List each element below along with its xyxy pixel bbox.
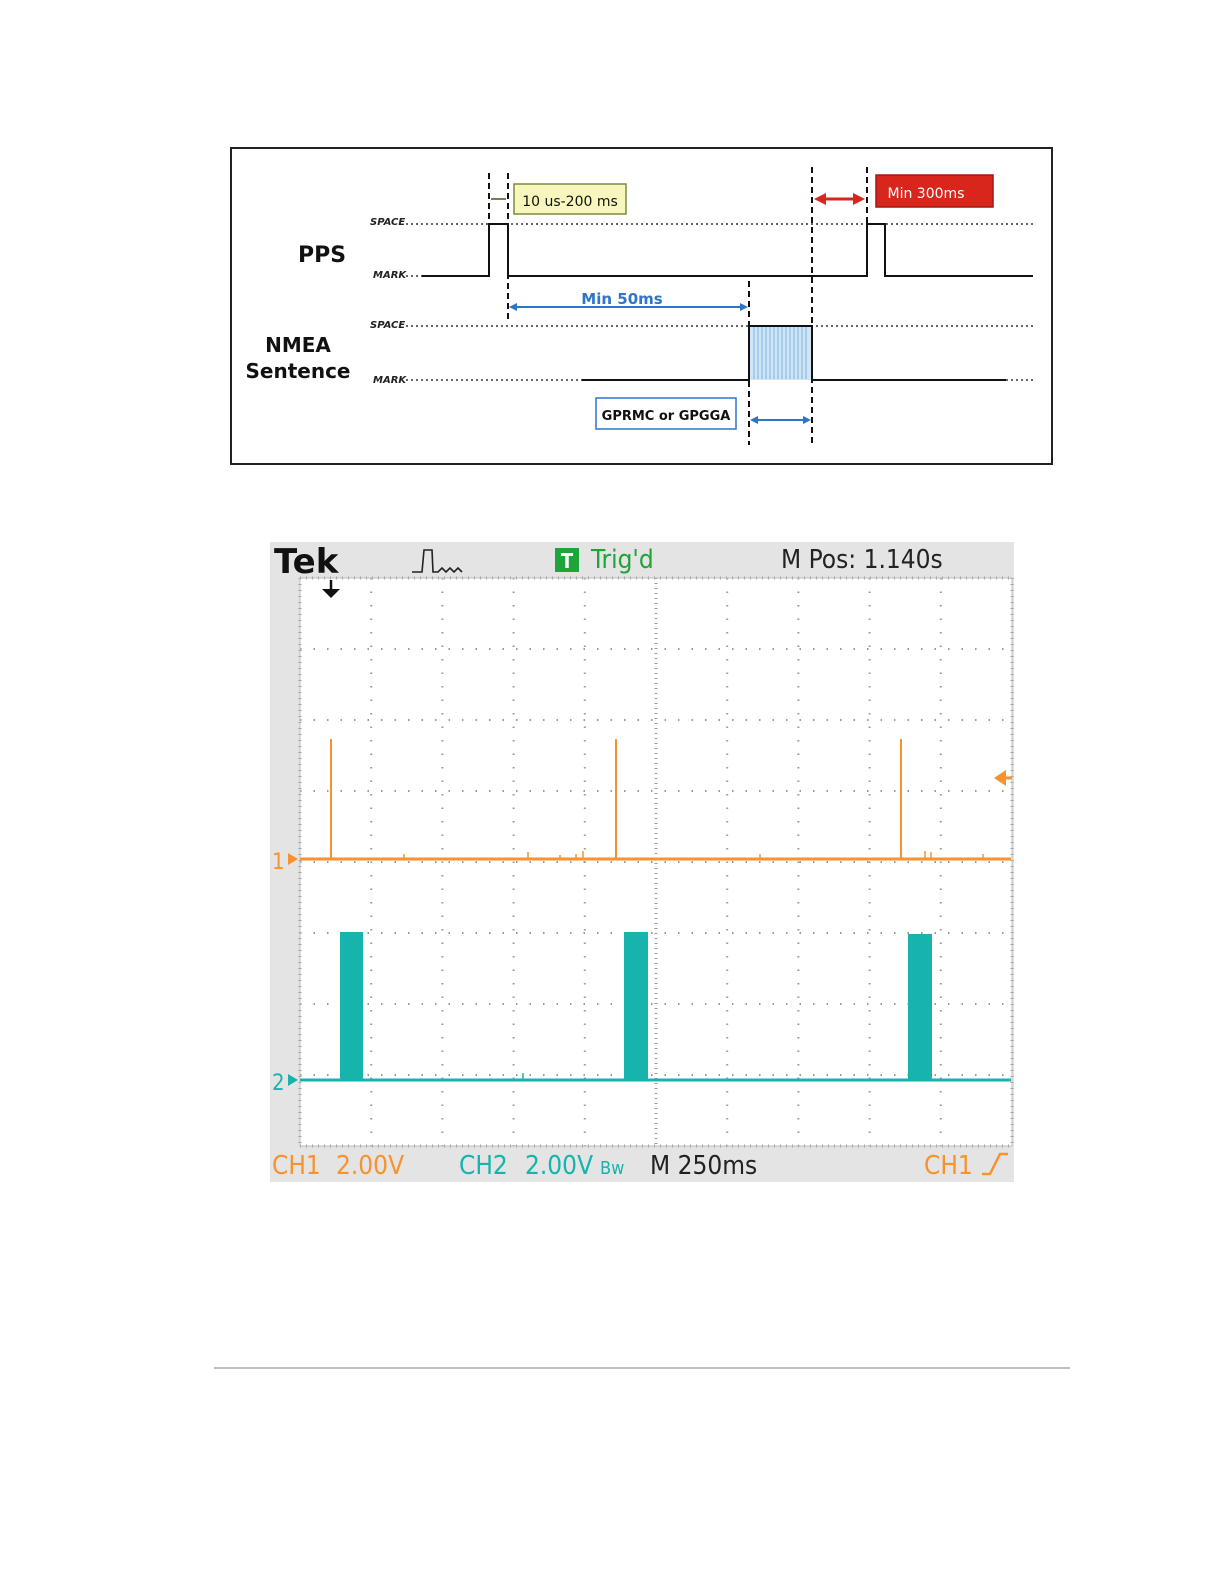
pps-label: PPS [297,243,347,268]
min50-text: Min 50ms [581,290,663,308]
trigger-source: CH1 [924,1151,973,1181]
ch2-ground-marker: 2 [272,1071,285,1096]
pulse-width-text: 10 us-200 ms [522,194,618,210]
ch1-scale: 2.00V [336,1151,405,1181]
trigger-status: Trig'd [591,545,654,575]
bandwidth-indicator: Bw [600,1158,625,1179]
timebase: M 250ms [650,1151,758,1181]
ch1-label: CH1 [272,1151,321,1181]
pps-space-label: SPACE [370,217,406,228]
position-readout: M Pos: 1.140s [781,545,943,575]
nmea-mark-label: MARK [373,375,407,386]
ch2-label: CH2 [459,1151,508,1181]
nmea-label: NMEA [265,333,331,357]
ch2-scale: 2.00V [525,1151,594,1181]
timing-diagram [230,147,1054,467]
oscilloscope-screenshot [270,542,1014,1182]
ch1-ground-marker: 1 [272,850,285,875]
tek-logo: Tek [274,542,339,582]
sentence-label: Sentence [245,359,351,383]
nmea-space-label: SPACE [370,320,406,331]
min300-text: Min 300ms [887,186,965,202]
page-divider [214,1367,1070,1369]
trigger-badge: T [560,549,574,573]
sentence-text: GPRMC or GPGGA [601,409,731,424]
pps-mark-label: MARK [373,270,407,281]
